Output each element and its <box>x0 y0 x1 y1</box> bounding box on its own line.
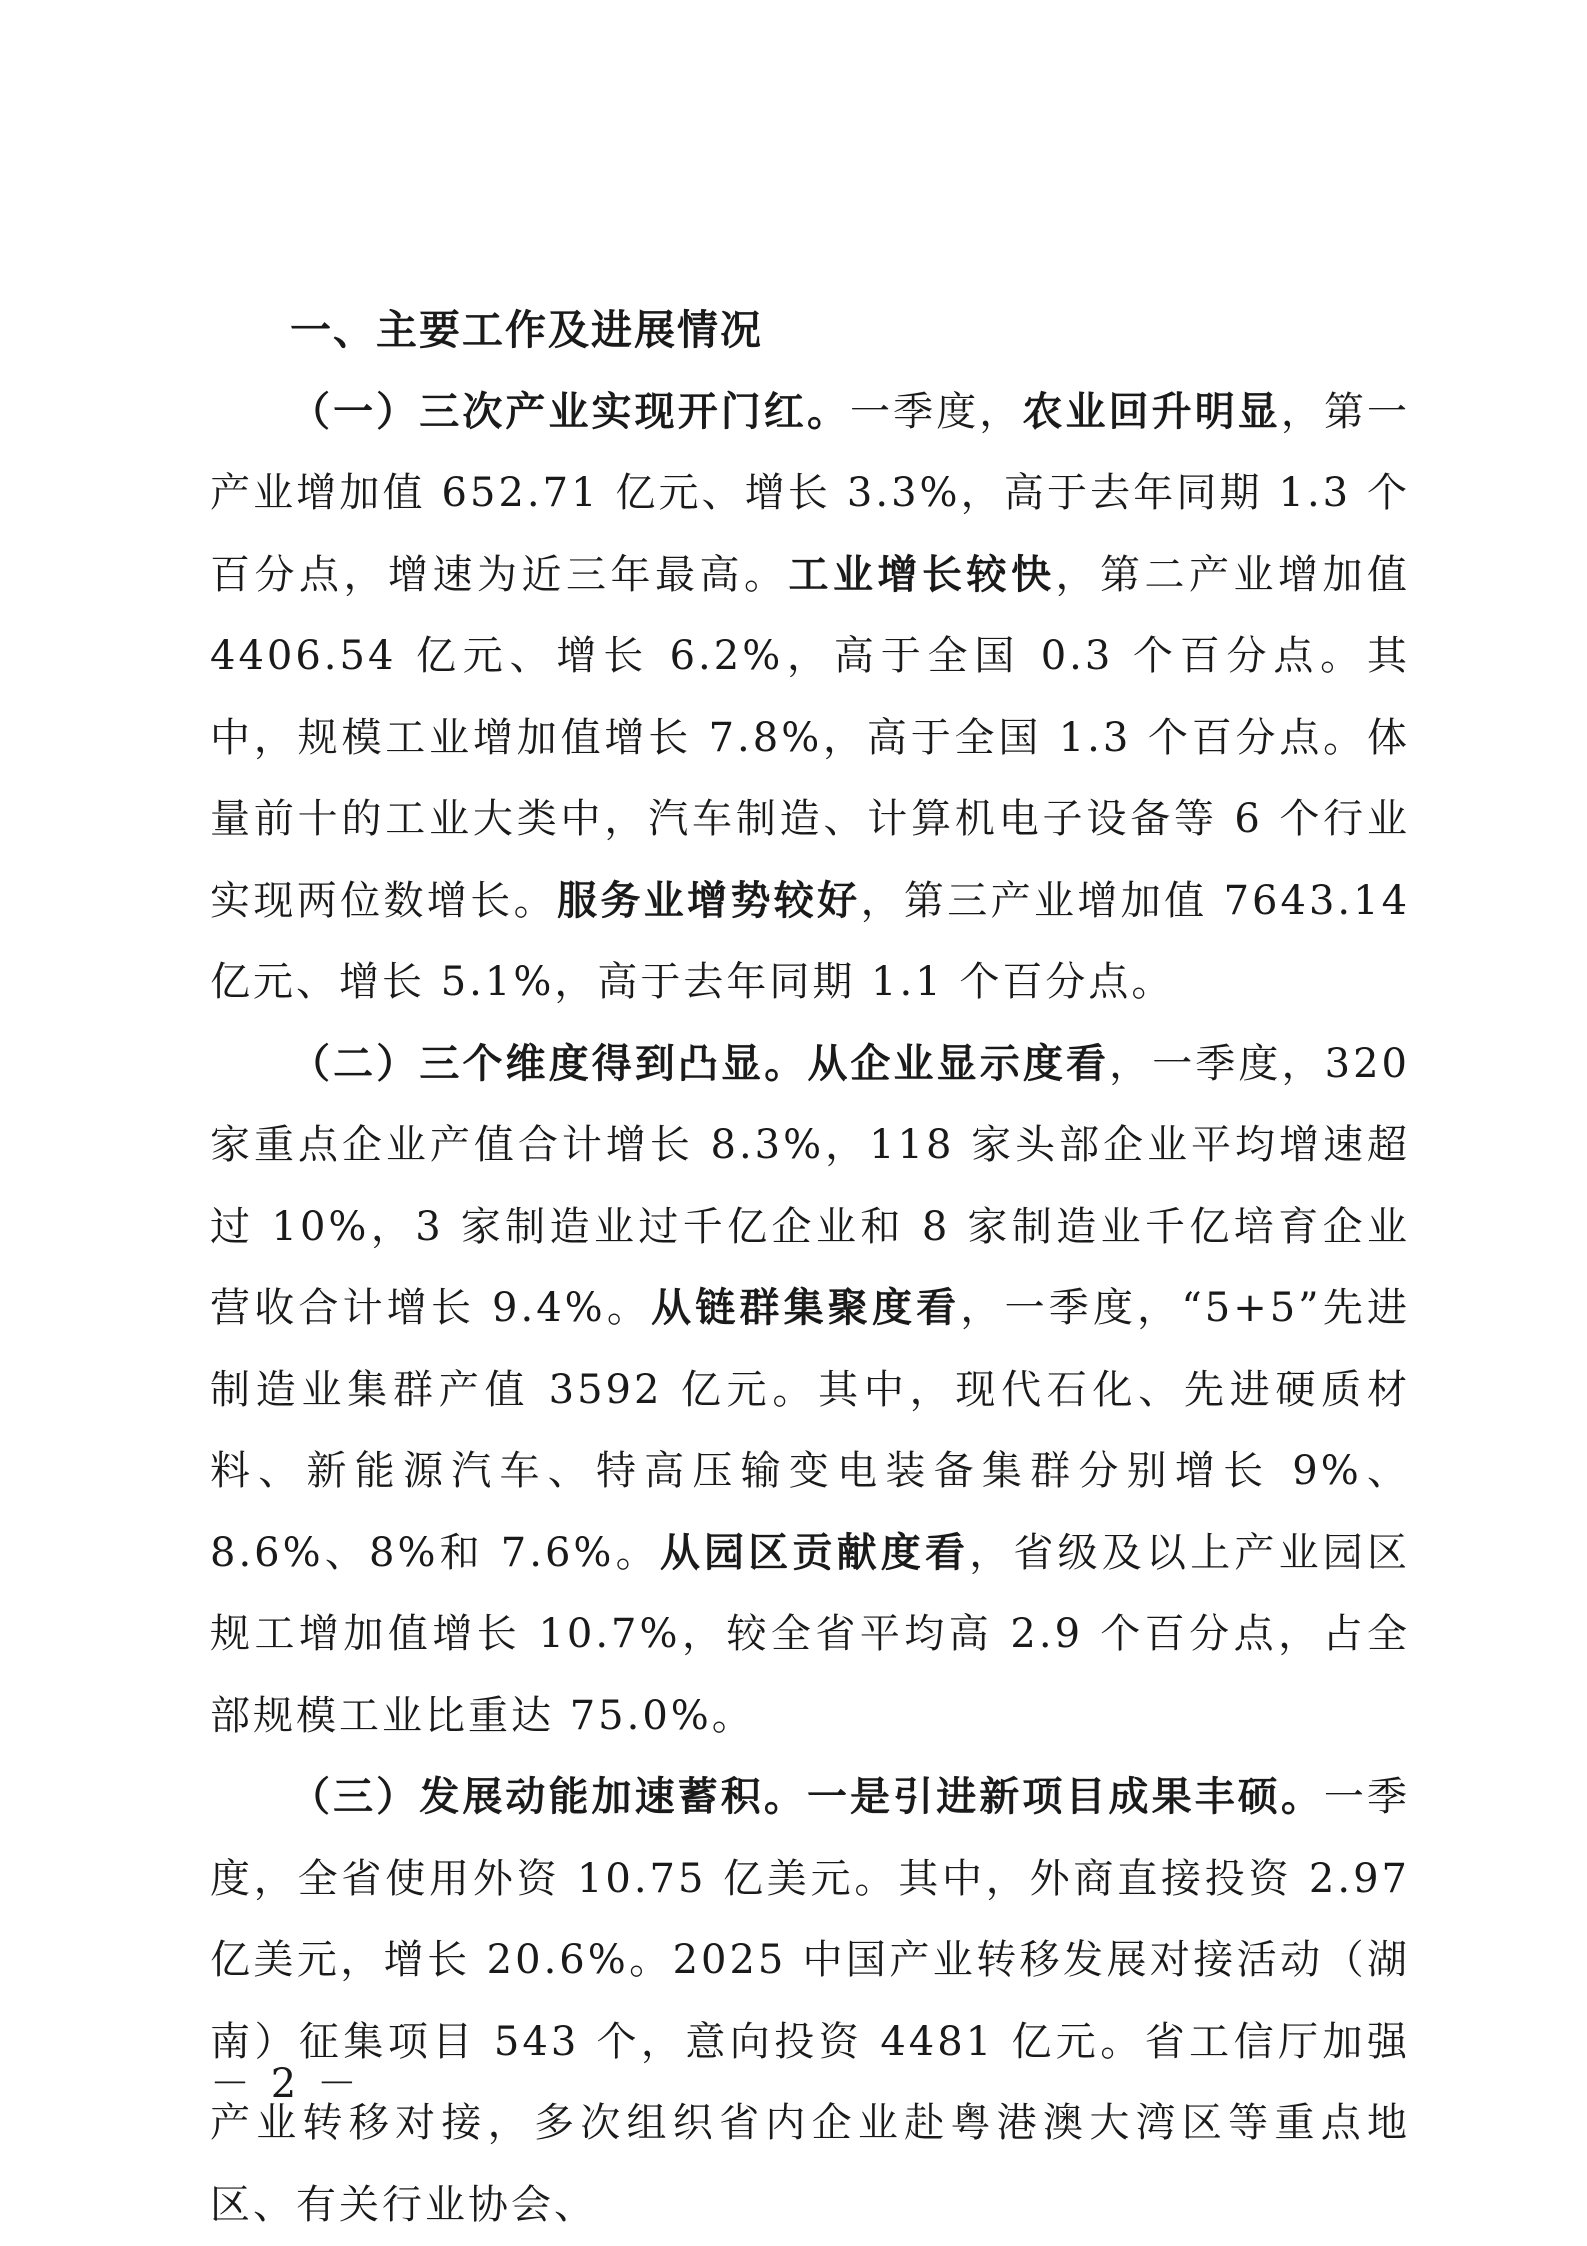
subheading-2: （二）三个维度得到凸显。从企业显示度看 <box>290 1040 1110 1087</box>
emphasis-services: 服务业增势较好 <box>556 877 861 924</box>
emphasis-agriculture: 农业回升明显 <box>1022 388 1281 435</box>
text-segment: 一季度， <box>850 388 1023 435</box>
section-heading: 一、主要工作及进展情况 <box>290 306 763 354</box>
paragraph-2 <box>210 1024 1410 1758</box>
paragraph-3 <box>210 1757 1410 2246</box>
subheading-1: （一）三次产业实现开门红。 <box>290 388 851 435</box>
emphasis-industry: 工业增长较快 <box>788 551 1056 598</box>
emphasis-chain-cluster: 从链群集聚度看 <box>651 1285 961 1331</box>
subheading-3: （三）发展动能加速蓄积。一是引进新项目成果丰硕。 <box>290 1774 1324 1820</box>
text-segment: ，一季度，320 家重点企业产值合计增长 8.3%，118 家头部企业平均增速超过 10%，3 家制造业过千亿企业和 8 家制造业千亿培育企业营收合计增长 9.4%。 <box>210 1040 1410 1331</box>
page-number: － 2 － <box>210 2061 361 2107</box>
emphasis-park-contribution: 从园区贡献度看 <box>659 1529 970 1576</box>
text-segment: ，省级及以上产业园区规工增加值增长 10.7%，较全省平均高 2.9 个百分点，占全部规模工业比重达 75.0%。 <box>210 1529 1411 1739</box>
text-segment: ，第一产业增加值 652.71 亿元、增长 3.3%，高于去年同期 1.3 个百分点，增速为近三年最高。 <box>210 388 1411 598</box>
body-text <box>210 290 1410 2246</box>
text-segment: ，第三产业增加值 7643.14 亿元、增长 5.1%，高于去年同期 1.1 个百分点。 <box>210 877 1411 1005</box>
text-segment: ，第二产业增加值 4406.54 亿元、增长 6.2%，高于全国 0.3 个百分点。其中，规模工业增加值增长 7.8%，高于全国 1.3 个百分点。体量前十的工业大类中，汽车制造、计算机电子设备等 6 个行业实现两位数增长。 <box>210 551 1410 924</box>
text-segment: ，一季度，“5+5”先进制造业集群产值 3592 亿元。其中，现代石化、先进硬质材料、新能源汽车、特高压输变电装备集群分别增长 9%、8.6%、8%和 7.6%。 <box>210 1285 1411 1576</box>
paragraph-1 <box>210 372 1410 1024</box>
text-segment: 一季度，全省使用外资 10.75 亿美元。其中，外商直接投资 2.97 亿美元，增长 20.6%。2025 中国产业转移发展对接活动（湖南）征集项目 543 个，意向投资 4481 亿元。省工信厅加强产业转移对接，多次组织省内企业赴粤港澳大湾区等重点地区、有关行业协会、 <box>210 1774 1411 2228</box>
